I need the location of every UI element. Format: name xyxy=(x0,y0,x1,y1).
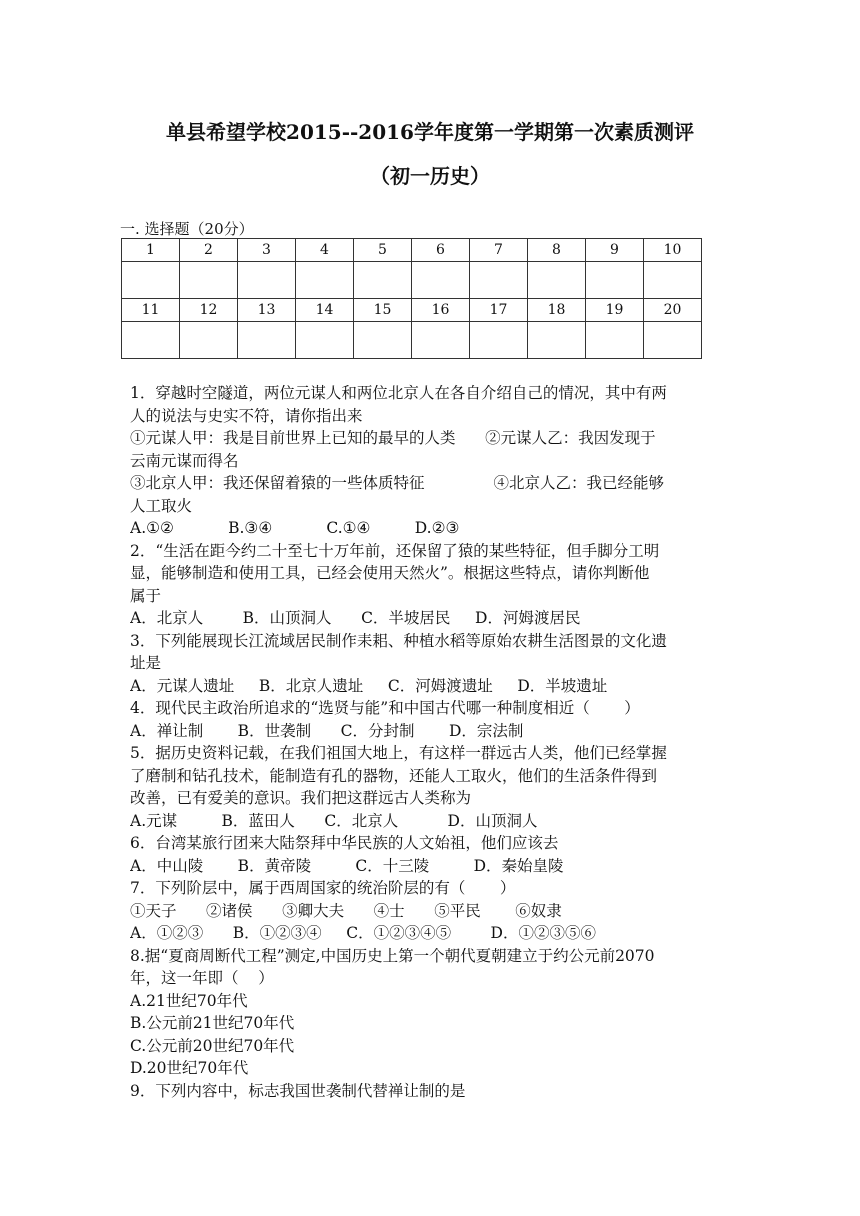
answer-cell[interactable] xyxy=(238,322,296,359)
question-body xyxy=(130,382,735,1102)
answer-cell[interactable] xyxy=(238,262,296,299)
question-line: A.①② B.③④ C.①④ D.②③ xyxy=(130,519,460,537)
grid-number: 15 xyxy=(354,299,412,322)
question-line: 属于 xyxy=(130,586,162,605)
question-line: A．北京人 B．山顶洞人 C．半坡居民 D．河姆渡居民 xyxy=(130,609,581,627)
question-line: 1．穿越时空隧道，两位元谋人和两位北京人在各自介绍自己的情况，其中有两 xyxy=(130,384,667,402)
grid-number: 19 xyxy=(586,299,644,322)
answer-cell[interactable] xyxy=(470,262,528,299)
answer-cell[interactable] xyxy=(528,262,586,299)
exam-subtitle: （初一历史） xyxy=(370,164,490,188)
answer-cell[interactable] xyxy=(354,262,412,299)
grid-number: 8 xyxy=(528,239,586,262)
grid-number: 13 xyxy=(238,299,296,322)
question-line: 7．下列阶层中，属于西周国家的统治阶层的有（ ） xyxy=(130,879,516,897)
grid-number: 1 xyxy=(122,239,180,262)
question-line: A.21世纪70年代 xyxy=(130,991,248,1010)
grid-number: 3 xyxy=(238,239,296,262)
section-heading: 一. 选择题（20分） xyxy=(120,220,254,238)
question-line: 4．现代民主政治所追求的“选贤与能”和中国古代哪一种制度相近（ ） xyxy=(130,699,640,717)
answer-cell[interactable] xyxy=(122,322,180,359)
question-line: 址是 xyxy=(130,654,162,672)
grid-number: 4 xyxy=(296,239,354,262)
answer-cell[interactable] xyxy=(412,322,470,359)
question-line: 8.据“夏商周断代工程”测定,中国历史上第一个朝代夏朝建立于约公元前2070 xyxy=(130,946,655,965)
grid-number: 17 xyxy=(470,299,528,322)
question-line: 人工取火 xyxy=(130,496,193,515)
question-line: 6．台湾某旅行团来大陆祭拜中华民族的人文始祖，他们应该去 xyxy=(130,834,559,852)
question-line: A.元谋 B．蓝田人 C．北京人 D．山顶洞人 xyxy=(130,811,538,830)
question-line: 云南元谋而得名 xyxy=(130,451,239,470)
question-line: A．①②③ B．①②③④ C．①②③④⑤ D．①②③⑤⑥ xyxy=(130,924,596,942)
answer-cell[interactable] xyxy=(354,322,412,359)
question-line: ①天子 ②诸侯 ③卿大夫 ④士 ⑤平民 ⑥奴隶 xyxy=(130,901,562,920)
question-line: 显，能够制造和使用工具，已经会使用天然火”。根据这些特点，请你判断他 xyxy=(130,564,650,582)
grid-number: 18 xyxy=(528,299,586,322)
answer-cell[interactable] xyxy=(296,262,354,299)
grid-number: 11 xyxy=(122,299,180,322)
question-line: D.20世纪70年代 xyxy=(130,1059,249,1077)
question-line: C.公元前20世纪70年代 xyxy=(130,1036,295,1055)
answer-cell[interactable] xyxy=(528,322,586,359)
grid-number: 16 xyxy=(412,299,470,322)
answer-cell[interactable] xyxy=(644,262,702,299)
answer-grid xyxy=(121,238,702,359)
question-line: ①元谋人甲：我是目前世界上已知的最早的人类 ②元谋人乙：我因发现于 xyxy=(130,429,656,447)
exam-title: 单县希望学校2015--2016学年度第一学期第一次素质测评 xyxy=(166,120,694,144)
grid-number: 12 xyxy=(180,299,238,322)
question-line: A．中山陵 B．黄帝陵 C．十三陵 D．秦始皇陵 xyxy=(130,856,564,875)
grid-number: 14 xyxy=(296,299,354,322)
question-line: 5．据历史资料记载，在我们祖国大地上，有这样一群远古人类，他们已经掌握 xyxy=(130,744,667,762)
question-line: 人的说法与史实不符，请你指出来 xyxy=(130,406,363,425)
question-line: 年，这一年即（ ） xyxy=(130,969,274,987)
answer-cell[interactable] xyxy=(180,262,238,299)
answer-cell[interactable] xyxy=(296,322,354,359)
question-line: A．禅让制 B．世袭制 C．分封制 D．宗法制 xyxy=(130,721,524,740)
grid-number: 6 xyxy=(412,239,470,262)
grid-number: 9 xyxy=(586,239,644,262)
answer-cell[interactable] xyxy=(180,322,238,359)
answer-cell[interactable] xyxy=(122,262,180,299)
grid-number: 10 xyxy=(644,239,702,262)
grid-number: 5 xyxy=(354,239,412,262)
answer-cell[interactable] xyxy=(586,322,644,359)
answer-cell[interactable] xyxy=(412,262,470,299)
grid-number: 7 xyxy=(470,239,528,262)
grid-number: 20 xyxy=(644,299,702,322)
question-line: A．元谋人遗址 B．北京人遗址 C．河姆渡遗址 D．半坡遗址 xyxy=(130,676,608,695)
answer-cell[interactable] xyxy=(470,322,528,359)
question-line: 了磨制和钻孔技术，能制造有孔的器物，还能人工取火，他们的生活条件得到 xyxy=(130,766,658,785)
grid-number: 2 xyxy=(180,239,238,262)
answer-cell[interactable] xyxy=(644,322,702,359)
question-line: 3．下列能展现长江流域居民制作耒耜、种植水稻等原始农耕生活图景的文化遗 xyxy=(130,631,667,650)
question-line: ③北京人甲：我还保留着猿的一些体质特征 ④北京人乙：我已经能够 xyxy=(130,474,664,492)
answer-cell[interactable] xyxy=(586,262,644,299)
question-line: B.公元前21世纪70年代 xyxy=(130,1014,295,1032)
question-line: 改善，已有爱美的意识。我们把这群远古人类称为 xyxy=(130,789,472,807)
question-line: 2．“生活在距今约二十至七十万年前，还保留了猿的某些特征，但手脚分工明 xyxy=(130,541,660,560)
question-line: 9．下列内容中，标志我国世袭制代替禅让制的是 xyxy=(130,1081,466,1100)
